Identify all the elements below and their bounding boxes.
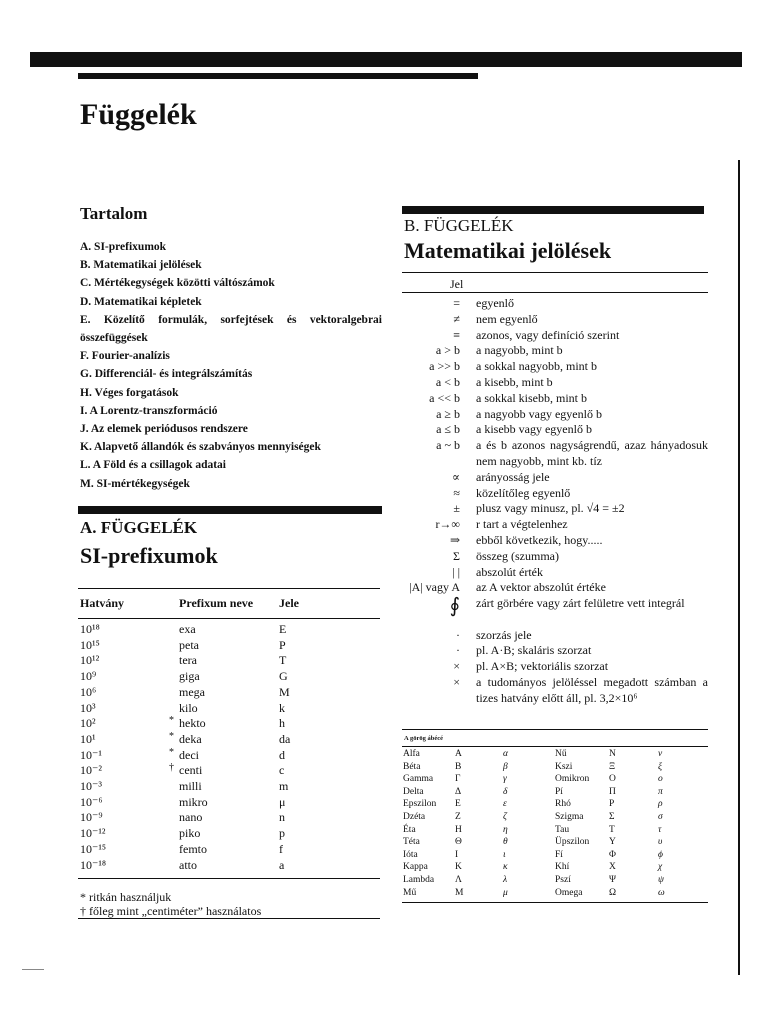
power-cell: 10⁹ [80, 669, 97, 684]
table-row [403, 825, 703, 837]
table-row [80, 622, 380, 638]
lowercase-letter: τ [658, 824, 662, 835]
lowercase-letter: υ [658, 837, 663, 848]
uppercase-letter: Π [609, 786, 616, 797]
prefix-cell: piko [179, 826, 201, 841]
toc-item: C. Mértékegységek közötti váltószámok [80, 277, 275, 290]
symbol-cell: M [279, 684, 290, 699]
letter-name: Éta [403, 824, 416, 835]
notation-symbol: Σ [453, 548, 460, 563]
uppercase-letter: M [455, 887, 464, 898]
notation-description: összeg (szumma) [476, 548, 559, 563]
prefix-cell: milli [179, 779, 202, 793]
letter-name: Rhó [555, 799, 571, 810]
table-row [403, 762, 703, 774]
lowercase-letter: ο [658, 774, 663, 785]
power-cell: 10⁻² [80, 763, 102, 778]
top-rule-secondary [78, 73, 478, 79]
page-corner-mark [22, 969, 44, 970]
notation-symbol: = [453, 296, 460, 310]
uppercase-letter: H [455, 824, 462, 835]
table-row [80, 653, 380, 669]
uppercase-letter: I [455, 849, 459, 860]
table-row [403, 875, 703, 887]
uppercase-letter: N [609, 749, 616, 759]
power-cell: 10⁻¹⁵ [80, 841, 107, 856]
table-row [80, 669, 380, 685]
letter-name: Téta [403, 837, 420, 848]
notation-description: a sokkal kisebb, mint b [476, 390, 587, 405]
symbols-header-rule [402, 292, 708, 293]
prefix-cell: peta [179, 637, 199, 652]
letter-name: Omikron [555, 774, 590, 785]
table-row [80, 701, 380, 717]
notation-symbol: ∮ [449, 595, 460, 618]
notation-symbol: | | [452, 564, 460, 579]
symbol-cell: a [279, 857, 285, 872]
section-a-rule [78, 506, 382, 514]
lowercase-letter: κ [503, 862, 508, 873]
prefix-cell: tera [179, 653, 197, 668]
notation-description: ebből következik, hogy..... [476, 532, 603, 547]
uppercase-letter: Δ [455, 786, 462, 797]
symbol-cell: c [279, 763, 285, 778]
notation-symbol: a < b [435, 375, 460, 389]
letter-name: Ióta [403, 849, 418, 860]
power-cell: 10⁻⁶ [80, 794, 103, 809]
greek-table-title: A görög ábécé [404, 735, 443, 742]
prefix-cell: deka [179, 731, 202, 746]
footnote-mark: * [169, 730, 174, 742]
col-header-symbol: Jele [279, 596, 299, 610]
letter-name: Tau [555, 824, 570, 835]
toc-item: H. Véges forgatások [80, 386, 179, 399]
section-a-title: SI-prefixumok [80, 543, 218, 568]
toc-item: A. SI-prefixumok [80, 241, 167, 253]
greek-top-rule [402, 729, 708, 730]
letter-name: Alfa [403, 749, 420, 759]
footnote-mark: † [169, 762, 174, 774]
uppercase-letter: P [609, 799, 615, 810]
lowercase-letter: η [503, 824, 508, 835]
notation-symbol: ≈ [453, 485, 460, 500]
prefix-cell: nano [179, 810, 203, 825]
lowercase-letter: λ [503, 875, 508, 885]
symbol-cell: T [279, 653, 287, 668]
toc-title: Tartalom [80, 204, 148, 223]
uppercase-letter: Ψ [609, 875, 617, 885]
notation-symbol: a >> b [429, 359, 460, 374]
lowercase-letter: ν [658, 749, 663, 759]
lowercase-letter: δ [503, 786, 508, 797]
lowercase-letter: χ [658, 862, 663, 873]
table-row [80, 732, 380, 748]
table-row [403, 799, 703, 811]
section-b-title: Matematikai jelölések [404, 238, 612, 263]
notation-symbol: a ~ b [436, 438, 460, 453]
symbol-cell: da [279, 731, 291, 746]
footnote-centimeter: † főleg mint „centiméter” használatos [80, 904, 262, 918]
lowercase-letter: ρ [658, 799, 663, 810]
notation-description: a kisebb, mint b [476, 375, 553, 389]
toc-item: E. Közelítő formulák, sorfejtések és vektoralgebrai összefüggések [80, 313, 382, 345]
uppercase-letter: O [609, 774, 616, 785]
uppercase-letter: Γ [455, 774, 461, 785]
lowercase-letter: ϕ [658, 849, 663, 860]
notation-description: a nagyobb, mint b [476, 343, 563, 358]
prefix-cell: hekto [179, 716, 206, 731]
letter-name: Üpszilon [555, 837, 590, 848]
lowercase-letter: θ [503, 837, 508, 848]
letter-name: Nű [555, 749, 567, 759]
notation-symbol: a << b [429, 390, 460, 405]
letter-name: Kappa [403, 862, 428, 873]
symbol-cell: p [279, 826, 285, 841]
lowercase-letter: ε [503, 799, 507, 810]
table-row [80, 748, 380, 764]
notation-symbol: |A| vagy A [409, 580, 460, 595]
symbol-cell: f [279, 841, 283, 856]
notation-description: a nagyobb vagy egyenlő b [476, 406, 602, 421]
notation-description: szorzás jele [476, 627, 532, 642]
letter-name: Khí [555, 862, 570, 873]
letter-name: Mű [403, 887, 417, 898]
letter-name: Pszí [555, 875, 571, 885]
uppercase-letter: Y [609, 837, 616, 848]
letter-name: Kszi [555, 761, 573, 772]
prefix-cell: mega [179, 684, 205, 699]
prefix-cell: deci [179, 747, 199, 762]
notation-description: egyenlő [476, 296, 514, 310]
table-row [403, 837, 703, 849]
lowercase-letter: σ [658, 812, 663, 822]
letter-name: Gamma [403, 774, 434, 785]
col-header-prefix: Prefixum neve [179, 596, 254, 610]
uppercase-letter: Ξ [609, 761, 616, 772]
table-row [403, 787, 703, 799]
table-row [403, 888, 703, 900]
lowercase-letter: μ [503, 887, 508, 898]
notation-symbol: a > b [435, 343, 460, 358]
power-cell: 10⁻³ [80, 779, 102, 793]
lowercase-letter: ζ [503, 812, 507, 822]
greek-header-rule [402, 746, 708, 747]
toc-item: K. Alapvető állandók és szabványos mennyiségek [80, 441, 321, 454]
notation-symbol: ≠ [453, 311, 460, 326]
prefix-cell: atto [179, 857, 197, 872]
notation-description: az A vektor abszolút értéke [476, 580, 606, 595]
symbol-cell: h [279, 716, 285, 731]
prefix-cell: exa [179, 622, 196, 636]
footnote-rule [78, 918, 380, 919]
notation-description: a tudományos jelöléssel megadott számban a tizes hatvány előtt áll, pl. 3,2×10⁶ [476, 675, 708, 705]
uppercase-letter: Φ [609, 849, 616, 860]
lowercase-letter: ξ [658, 761, 663, 772]
table-row [403, 862, 703, 874]
toc-item: F. Fourier-analízis [80, 350, 170, 363]
prefix-cell: mikro [179, 794, 208, 809]
symbol-cell: E [279, 622, 287, 636]
letter-name: Fí [555, 849, 563, 860]
lowercase-letter: α [503, 749, 508, 759]
notation-symbol: r→∞ [435, 517, 460, 532]
symbols-top-rule [402, 272, 708, 273]
letter-name: Omega [555, 887, 583, 898]
uppercase-letter: T [609, 824, 615, 835]
toc-item: M. SI-mértékegységek [80, 477, 190, 490]
notation-description: a és b azonos nagyságrendű, azaz hányadosuk nem nagyobb, mint kb. tíz [476, 438, 708, 468]
page-title: Függelék [80, 98, 197, 131]
power-cell: 10⁻⁹ [80, 810, 103, 825]
section-b-label: B. FÜGGELÉK [404, 216, 514, 235]
notation-description: nem egyenlő [476, 311, 538, 326]
table-row [80, 638, 380, 654]
notation-description: pl. A×B; vektoriális szorzat [476, 659, 609, 674]
lowercase-letter: ω [658, 887, 665, 898]
notation-description: zárt görbére vagy zárt felületre vett integrál [476, 596, 685, 611]
prefix-cell: femto [179, 841, 207, 856]
toc-list [80, 238, 382, 493]
col-header-power: Hatvány [80, 596, 125, 610]
symbol-cell: P [279, 637, 286, 652]
greek-bottom-rule [402, 902, 708, 903]
toc-item: B. Matematikai jelölések [80, 259, 202, 272]
letter-name: Lambda [403, 875, 435, 885]
notation-description: azonos, vagy definíció szerint [476, 327, 620, 342]
notation-symbol: a ≥ b [436, 406, 460, 421]
symbol-cell: k [279, 700, 285, 715]
power-cell: 10⁻¹ [80, 747, 102, 762]
power-cell: 10¹⁵ [80, 637, 100, 652]
power-cell: 10¹² [80, 653, 100, 668]
uppercase-letter: B [455, 761, 462, 772]
lowercase-letter: π [658, 786, 663, 797]
letter-name: Szigma [555, 812, 584, 822]
notation-symbol: × [453, 659, 460, 674]
table-row [403, 774, 703, 786]
uppercase-letter: Z [455, 812, 461, 822]
power-cell: 10⁻¹⁸ [80, 857, 107, 872]
symbol-cell: G [279, 669, 288, 684]
notation-description: a kisebb vagy egyenlő b [476, 422, 592, 437]
power-cell: 10¹⁸ [80, 622, 100, 636]
page-edge-line [738, 160, 740, 975]
footnote-rarely-used: * ritkán használjuk [80, 890, 172, 904]
symbol-cell: n [279, 810, 285, 825]
col-header-symbol: Jel [450, 277, 464, 291]
notation-symbol: × [453, 675, 460, 689]
notation-symbol: · [456, 643, 460, 658]
uppercase-letter: Σ [609, 812, 615, 822]
uppercase-letter: X [609, 862, 616, 873]
uppercase-letter: A [455, 749, 462, 759]
notation-symbol: ± [453, 501, 460, 516]
notation-description: arányosság jele [476, 469, 550, 484]
notation-symbol: ⇒ [449, 532, 460, 547]
letter-name: Pí [555, 786, 563, 797]
prefix-cell: kilo [179, 700, 198, 715]
section-a-label: A. FÜGGELÉK [80, 518, 198, 537]
table-row [403, 812, 703, 824]
letter-name: Béta [403, 761, 421, 772]
notation-symbol: a ≤ b [436, 422, 460, 437]
table-row [80, 795, 380, 811]
notation-description: plusz vagy minusz, pl. √4 = ±2 [476, 501, 625, 516]
notation-description: a sokkal nagyobb, mint b [476, 359, 597, 374]
table-bottom-rule [78, 878, 380, 879]
uppercase-letter: Ω [609, 887, 617, 898]
symbol-cell: m [279, 779, 289, 793]
power-cell: 10⁻¹² [80, 826, 106, 841]
notation-symbol: ≡ [453, 327, 460, 342]
power-cell: 10¹ [80, 731, 96, 746]
footnote-mark: * [169, 715, 174, 727]
uppercase-letter: Λ [455, 875, 462, 885]
notation-symbol: · [456, 627, 460, 642]
lowercase-letter: β [503, 761, 508, 772]
notation-description: r tart a végtelenhez [476, 517, 568, 532]
table-top-rule [78, 588, 380, 589]
symbol-cell: d [279, 747, 285, 762]
table-row [80, 716, 380, 732]
table-row [80, 685, 380, 701]
notation-description: abszolút érték [476, 564, 543, 579]
letter-name: Delta [403, 786, 424, 797]
toc-item: I. A Lorentz-transzformáció [80, 404, 218, 417]
lowercase-letter: ψ [658, 875, 664, 885]
table-row [403, 850, 703, 862]
notation-symbol: ∝ [451, 469, 460, 484]
power-cell: 10² [80, 716, 96, 731]
prefix-cell: centi [179, 763, 203, 778]
lowercase-letter: γ [503, 774, 507, 785]
symbol-cell: μ [279, 794, 286, 809]
table-row [80, 826, 380, 842]
table-row [80, 842, 380, 858]
toc-item: J. Az elemek periódusos rendszere [80, 423, 248, 436]
uppercase-letter: E [455, 799, 461, 810]
toc-item: D. Matematikai képletek [80, 295, 202, 308]
table-row [80, 810, 380, 826]
notation-description: pl. A·B; skaláris szorzat [476, 643, 592, 658]
letter-name: Epszilon [403, 799, 437, 810]
letter-name: Dzéta [403, 812, 426, 822]
prefix-cell: giga [179, 669, 200, 684]
notation-description: közelítőleg egyenlő [476, 485, 571, 500]
lowercase-letter: ι [503, 849, 506, 860]
power-cell: 10⁶ [80, 684, 97, 699]
table-header-rule [78, 618, 380, 619]
top-rule [30, 52, 742, 67]
toc-item: G. Differenciál- és integrálszámítás [80, 368, 253, 381]
table-row [80, 763, 380, 779]
section-b-rule [402, 206, 704, 214]
uppercase-letter: K [455, 862, 462, 873]
table-row [80, 858, 380, 874]
table-row [80, 779, 380, 795]
power-cell: 10³ [80, 700, 96, 715]
footnote-mark: * [169, 746, 174, 758]
table-row [403, 749, 703, 761]
toc-item: L. A Föld és a csillagok adatai [80, 459, 227, 472]
uppercase-letter: Θ [455, 837, 462, 848]
